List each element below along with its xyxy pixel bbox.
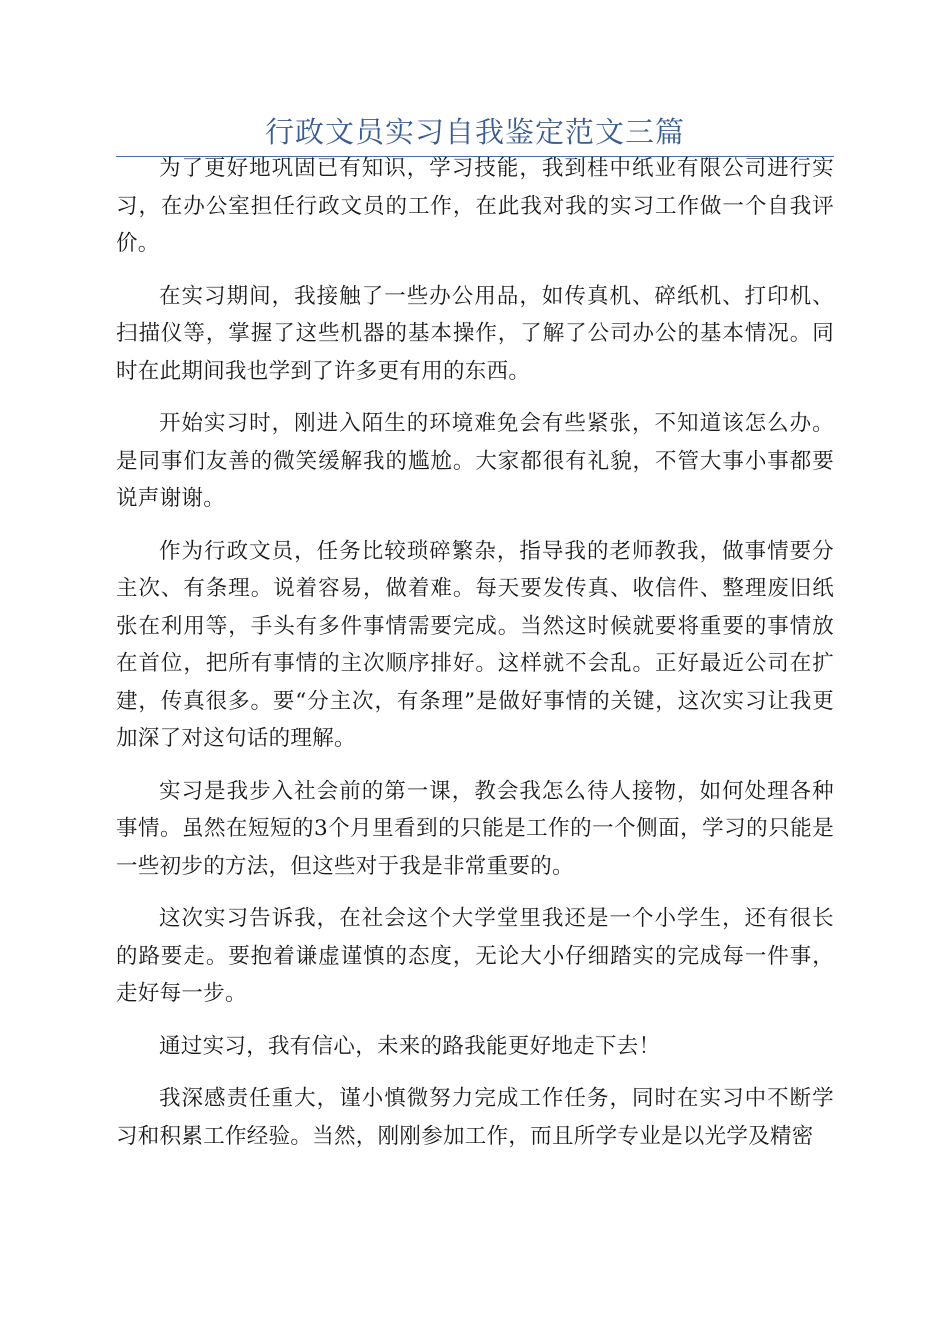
paragraph: 实习是我步入社会前的第一课，教会我怎么待人接物，如何处理各种事情。虽然在短短的3个月里看到的只能是工作的一个侧面，学习的只能是一些初步的方法，但这些对于我是非常重要的。 xyxy=(116,778,834,879)
paragraph: 我深感责任重大，谨小慎微努力完成工作任务，同时在实习中不断学习和积累工作经验。当然，刚刚参加工作，而且所学专业是以光学及精密 xyxy=(116,1086,834,1149)
document-title: 行政文员实习自我鉴定范文三篇 xyxy=(264,115,685,149)
paragraph: 通过实习，我有信心，未来的路我能更好地走下去！ xyxy=(159,1033,661,1059)
document-body xyxy=(116,150,834,1170)
paragraph: 开始实习时，刚进入陌生的环境难免会有些紧张，不知道该怎么办。是同事们友善的微笑缓解我的尴尬。大家都很有礼貌，不管大事小事都要说声谢谢。 xyxy=(116,411,834,511)
paragraph: 为了更好地巩固已有知识，学习技能，我到桂中纸业有限公司进行实习，在办公室担任行政文员的工作，在此我对我的实习工作做一个自我评价。 xyxy=(116,156,834,256)
paragraph: 作为行政文员，任务比较琐碎繁杂，指导我的老师教我，做事情要分主次、有条理。说着容易，做着难。每天要发传真、收信件、整理废旧纸张在利用等，手头有多件事情需要完成。当然这时候就要将重要的事情放在首位，把所有事情的主次顺序排好。这样就不会乱。正好最近公司在扩建，传真很多。要“分主次，有条理”是做好事情的关键，这次实习让我更加深了对这句话的理解。 xyxy=(116,538,834,751)
paragraph: 这次实习告诉我，在社会这个大学堂里我还是一个小学生，还有很长的路要走。要抱着谦虚谨慎的态度，无论大小仔细踏实的完成每一件事，走好每一步。 xyxy=(116,906,834,1006)
paragraph: 在实习期间，我接触了一些办公用品，如传真机、碎纸机、打印机、扫描仪等，掌握了这些机器的基本操作，了解了公司办公的基本情况。同时在此期间我也学到了许多更有用的东西。 xyxy=(116,283,834,384)
